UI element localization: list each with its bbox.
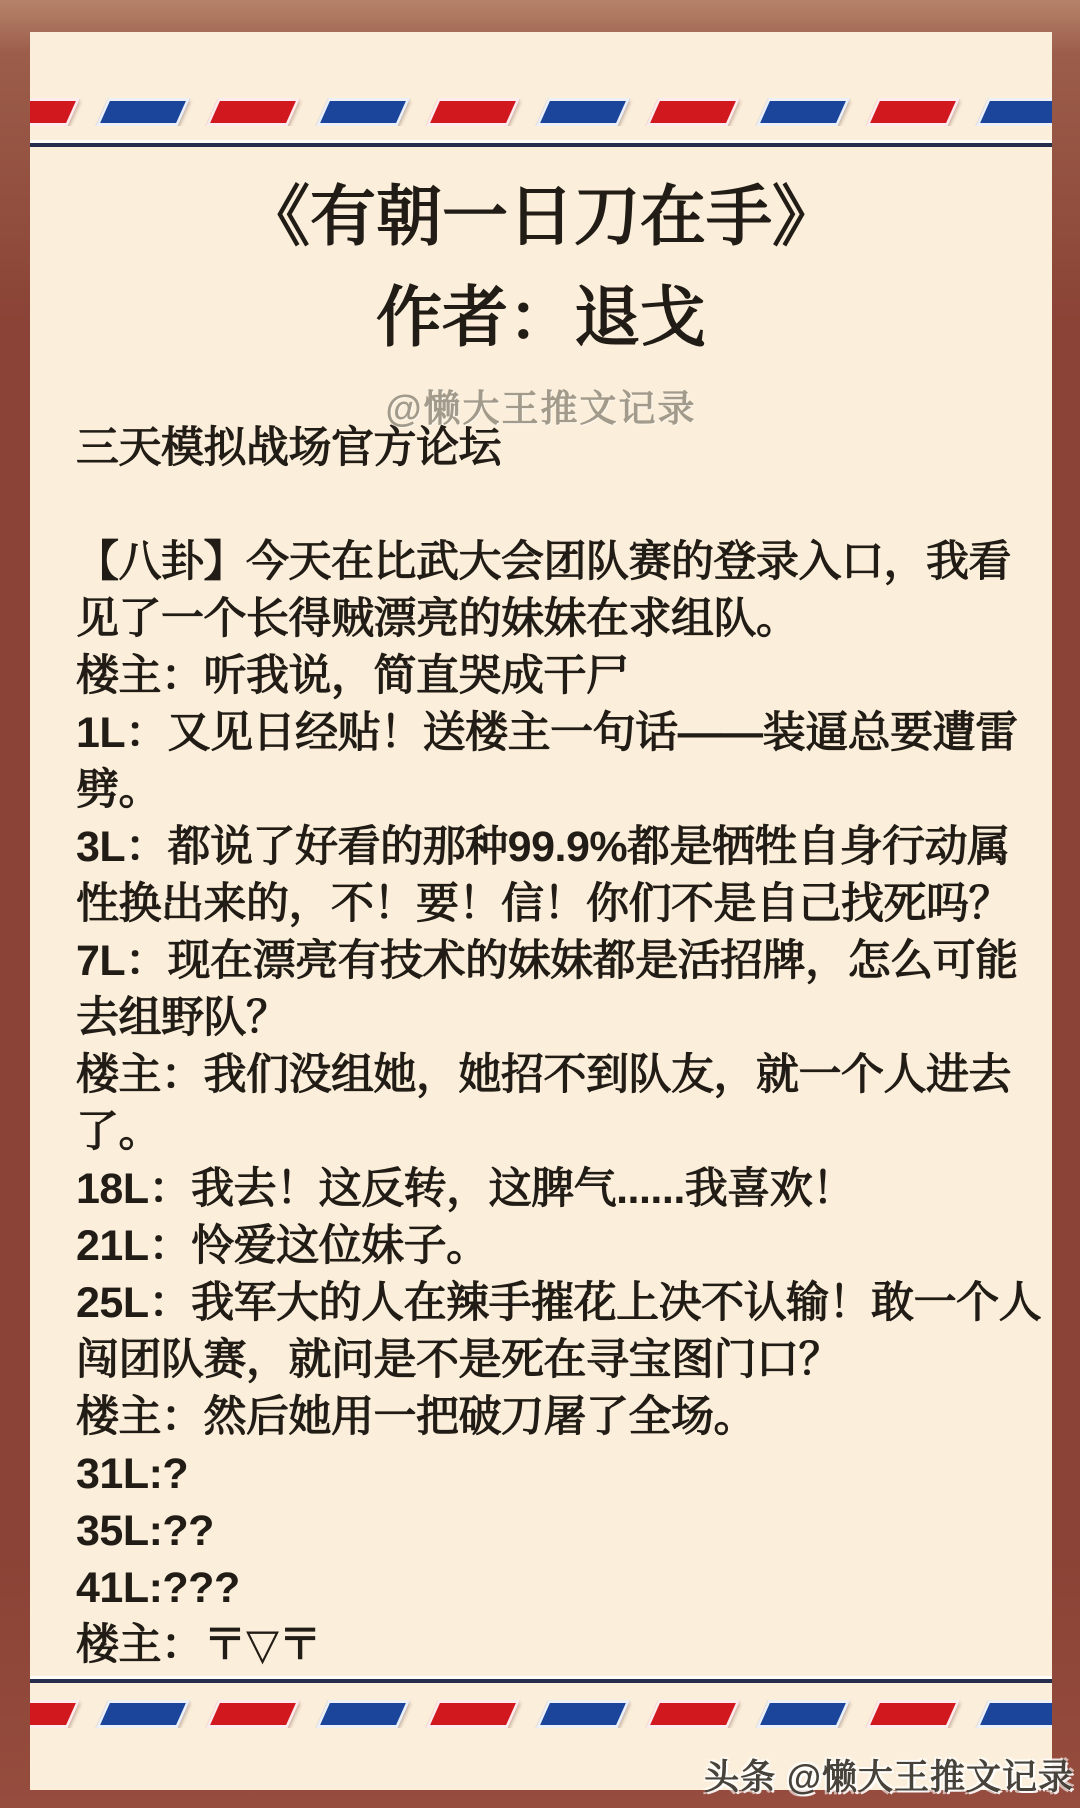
forum-line [76,477,1026,534]
forum-line: 见了一个长得贼漂亮的妹妹在求组队。 [76,595,799,643]
corner-watermark: 头条 @懒大王推文记录 [704,1758,1074,1797]
bottom-rule [30,1679,1052,1683]
forum-line: 21L：怜爱这位妹子。 [76,1222,489,1270]
forum-line: 了。 [76,1108,161,1156]
stripe-red [866,98,960,126]
stripe-blue [536,1700,630,1728]
stripe-blue [756,1700,850,1728]
forum-line: 35L:?? [76,1507,214,1555]
forum-line: 三天模拟战场官方论坛 [76,424,501,472]
stripe-red [206,1700,300,1728]
book-title: 《有朝一日刀在手》 [244,179,838,253]
forum-line: 去组野队？ [76,994,289,1042]
forum-line: 25L：我军大的人在辣手摧花上决不认输！敢一个人 [76,1279,1042,1327]
forum-line: 闯团队赛，就问是不是死在寻宝图门口？ [76,1336,841,1384]
stripe-blue [96,98,190,126]
forum-line: 劈。 [76,766,161,814]
stripe-red [646,1700,740,1728]
stripe-blue [536,98,630,126]
stripe-red [206,98,300,126]
forum-line: 【八卦】今天在比武大会团队赛的登录入口，我看 [76,538,1011,586]
stripe-blue [316,98,410,126]
center-watermark: @懒大王推文记录 [385,388,697,429]
author-line: 作者：退戈 [376,280,706,354]
stripe-blue [96,1700,190,1728]
stripe-red [30,1700,80,1728]
stripe-blue [756,98,850,126]
stripe-blue [316,1700,410,1728]
stripe-blue [976,98,1052,126]
top-rule [30,143,1052,147]
stripe-red [646,98,740,126]
forum-line: 楼主：我们没组她，她招不到队友，就一个人进去 [76,1051,1011,1099]
forum-line: 楼主：〒▽〒 [76,1621,322,1669]
forum-line: 31L:? [76,1450,189,1498]
forum-line: 楼主：听我说，简直哭成干尸 [76,652,629,700]
stripe-red [866,1700,960,1728]
stripe-red [426,1700,520,1728]
forum-line: 7L：现在漂亮有技术的妹妹都是活招牌，怎么可能 [76,937,1018,985]
airmail-stripes-bottom [30,1700,1052,1728]
forum-line: 41L:??? [76,1564,240,1612]
forum-line: 性换出来的，不！要！信！你们不是自己找死吗？ [76,880,1011,928]
forum-line: 3L：都说了好看的那种99.9%都是牺牲自身行动属 [76,823,1010,871]
airmail-stripes-top [30,98,1052,126]
stripe-red [30,98,80,126]
forum-text [30,420,1052,1674]
envelope-card [30,32,1052,1790]
stripe-red [426,98,520,126]
stripe-blue [976,1700,1052,1728]
forum-line: 楼主：然后她用一把破刀屠了全场。 [76,1393,756,1441]
forum-line: 1L：又见日经贴！送楼主一句话——装逼总要遭雷 [76,709,1018,757]
forum-line: 18L：我去！这反转，这脾气......我喜欢！ [76,1165,855,1213]
